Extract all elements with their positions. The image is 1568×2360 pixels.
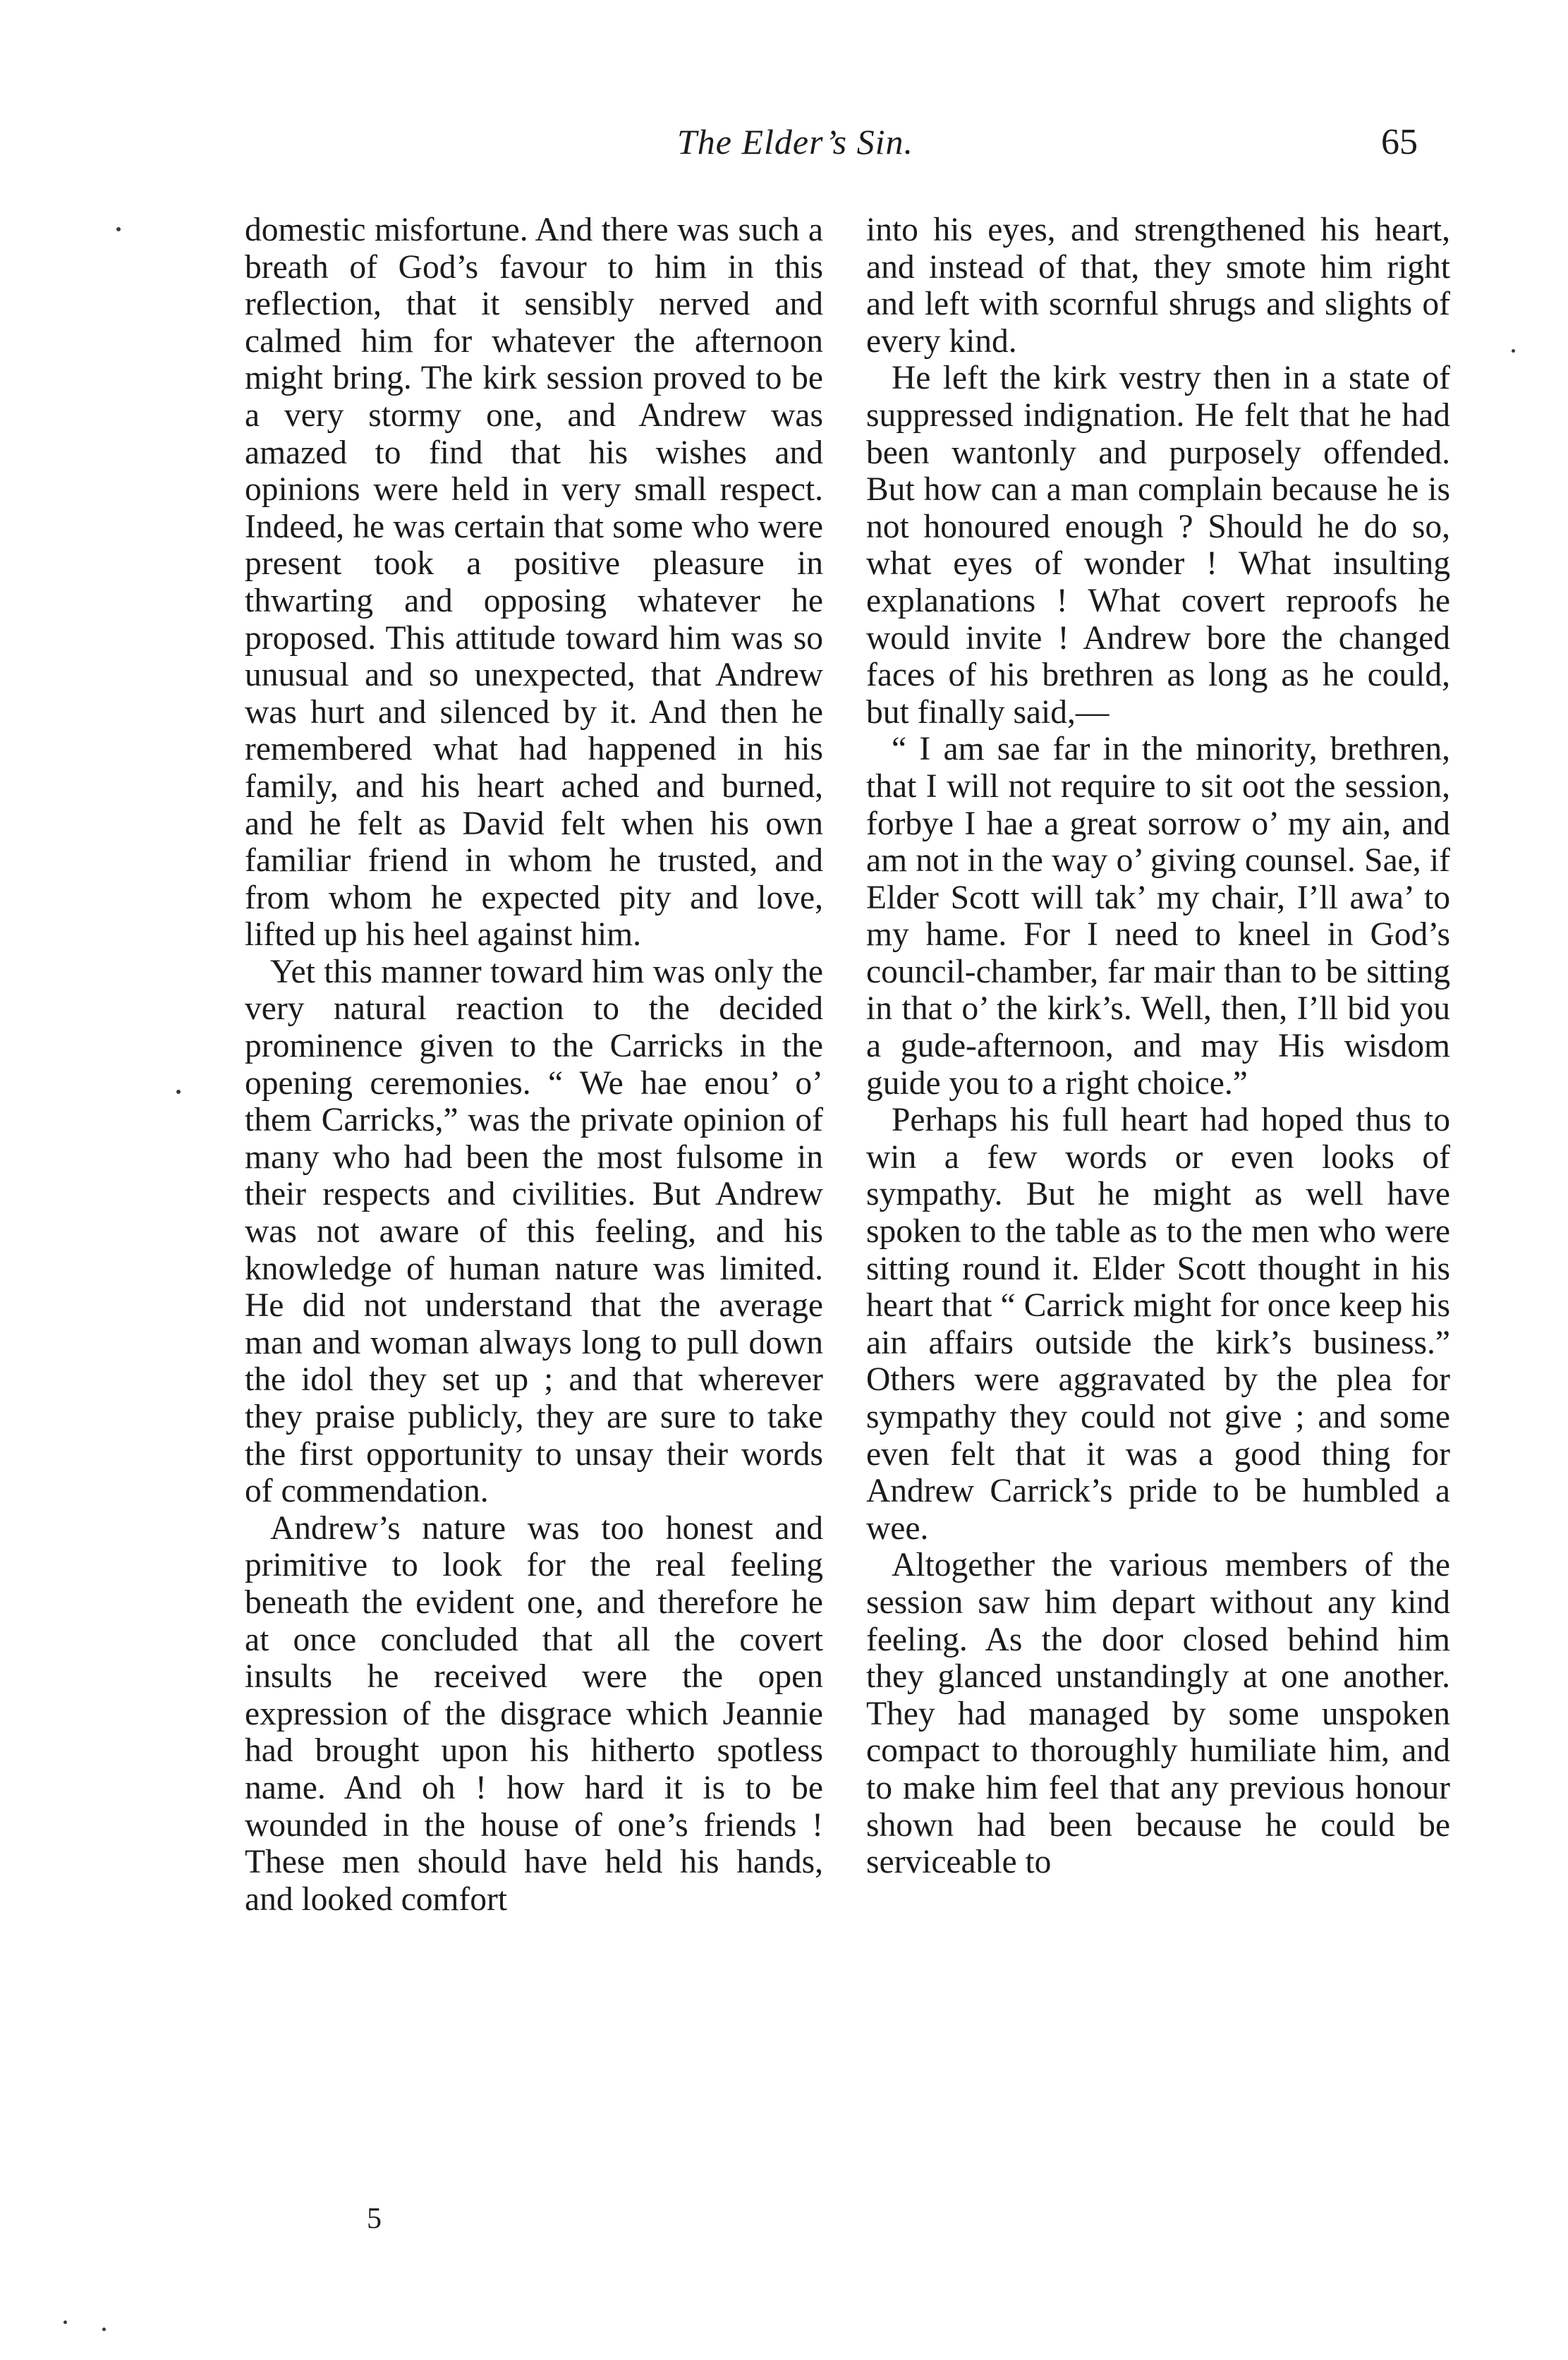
scan-speck — [176, 1090, 181, 1094]
left-paragraph-3: Andrew’s nature was too honest and primitive to look for the real feeling beneath the evident one, and therefore he at once concluded that all the covert insults he received were the open expression of the disgrace which Jeannie had brought upon his hitherto spotless name. And oh ! how hard it is to be wounded in the house of one’s friends ! These men should have held his hands, and looked comfort — [245, 1509, 823, 1918]
right-paragraph-1: into his eyes, and strengthened his heart, and instead of that, they smote him right and left with scornful shrugs and slights of every kind. — [866, 212, 1450, 360]
right-column — [866, 212, 1450, 1881]
running-head — [0, 121, 1568, 178]
running-title: The Elder’s Sin. — [677, 122, 913, 162]
left-column — [245, 212, 823, 1918]
signature-mark: 5 — [367, 2203, 382, 2235]
right-paragraph-2: He left the kirk vestry then in a state of suppressed indignation. He felt that he had been wantonly and purposely offended. But how can a man complain because he is not honoured enough ? Should he do so, what eyes of wonder ! What insulting explanations ! What covert reproofs he would invite ! Andrew bore the changed faces of his brethren as long as he could, but finally said,— — [866, 360, 1450, 731]
scan-speck — [116, 227, 121, 231]
left-paragraph-1: domestic misfortune. And there was such a breath of God’s favour to him in this reflection, that it sensibly nerved and calmed him for whatever the afternoon might bring. The kirk session proved to be a very stormy one, and Andrew was amazed to find that his wishes and opinions were held in very small respect. Indeed, he was certain that some who were present took a positive pleasure in thwarting and opposing whatever he proposed. This attitude toward him was so unusual and so unexpected, that Andrew was hurt and silenced by it. And then he remembered what had happened in his family, and his heart ached and burned, and he felt as David felt when his own familiar friend in whom he trusted, and from whom he expected pity and love, lifted up his heel against him. — [245, 212, 823, 954]
scan-speck — [1512, 349, 1515, 353]
right-paragraph-4: Perhaps his full heart had hoped thus to win a few words or even looks of sympathy. But he might as well have spoken to the table as to the men who were sitting round it. Elder Scott thought in his heart that “ Carrick might for once keep his ain affairs outside the kirk’s business.” Others were aggravated by the plea for sympathy they could not give ; and some even felt that it was a good thing for Andrew Carrick’s pride to be humbled a wee. — [866, 1102, 1450, 1547]
page-number: 65 — [1381, 122, 1418, 162]
right-paragraph-5: Altogether the various members of the session saw him depart without any kind feeling. As the door closed behind him they glanced unstandingly at one another. They had managed by some unspoken compact to thoroughly humiliate him, and to make him feel that any previous honour shown had been because he could be serviceable to — [866, 1547, 1450, 1881]
right-paragraph-3: “ I am sae far in the minority, brethren, that I will not require to sit oot the session, forbye I hae a great sorrow o’ my ain, and am not in the way o’ giving counsel. Sae, if Elder Scott will tak’ my chair, I’ll awa’ to my hame. For I need to kneel in God’s council-chamber, far mair than to be sitting in that o’ the kirk’s. Well, then, I’ll bid you a gude-afternoon, and may His wisdom guide you to a right choice.” — [866, 731, 1450, 1102]
scan-speck — [102, 2328, 106, 2331]
scan-speck — [63, 2321, 67, 2324]
left-paragraph-2: Yet this manner toward him was only the very natural reaction to the decided prominence given to the Carricks in the opening ceremonies. “ We hae enou’ o’ them Carricks,” was the private opinion of many who had been the most fulsome in their respects and civilities. But Andrew was not aware of this feeling, and his knowledge of human nature was limited. He did not understand that the average man and woman always long to pull down the idol they set up ; and that wherever they praise publicly, they are sure to take the first opportunity to unsay their words of commendation. — [245, 953, 823, 1510]
